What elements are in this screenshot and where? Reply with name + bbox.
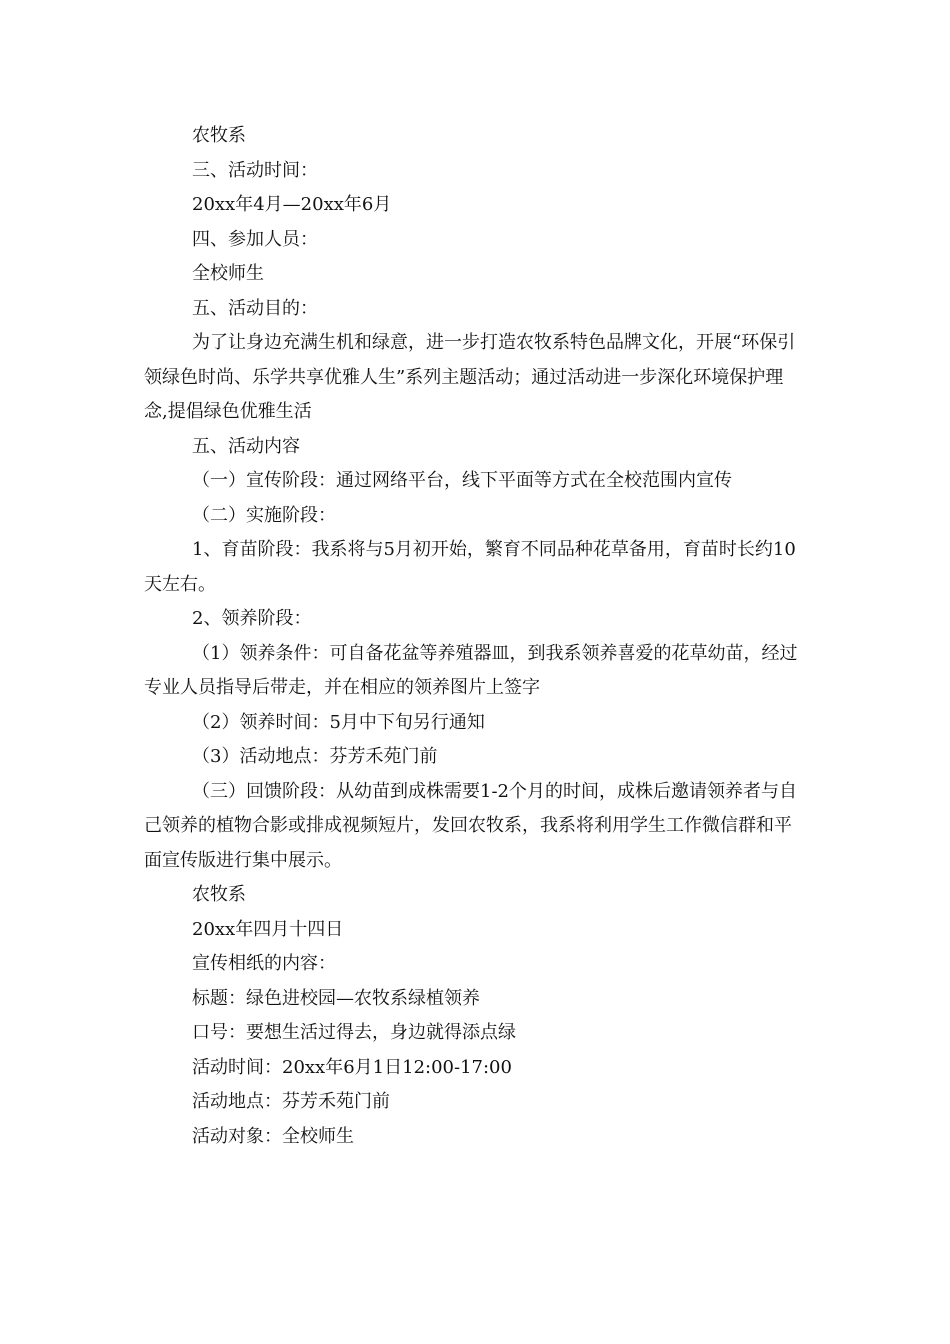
- paragraph-activity-location: （3）活动地点：芬芳禾苑门前: [192, 746, 438, 767]
- paragraph-poster-heading: 宣传相纸的内容：: [192, 953, 336, 974]
- paragraph-implementation-stage: （二）实施阶段：: [192, 504, 336, 526]
- paragraph-poster-location: 活动地点：芬芳禾苑门前: [192, 1091, 390, 1112]
- document-body: [144, 119, 804, 1154]
- paragraph-adoption-time: （2）领养时间：5月中下旬另行通知: [192, 711, 485, 733]
- paragraph-poster-title: 标题：绿色进校园—农牧系绿植领养: [192, 987, 480, 1009]
- paragraph-promotion-stage: （一）宣传阶段：通过网络平台，线下平面等方式在全校范围内宣传: [192, 470, 732, 491]
- paragraph-time-heading: 三、活动时间：: [192, 159, 318, 181]
- paragraph-signature-dept: 农牧系: [192, 884, 246, 905]
- paragraph-poster-time: 活动时间：20xx年6月1日12:00-17:00: [192, 1056, 512, 1078]
- paragraph-purpose: 为了让身边充满生机和绿意，进一步打造农牧系特色品牌文化，开展“环保引领绿色时尚、乐学共享优雅人生”系列主题活动；通过活动进一步深化环境保护理念,提倡绿色优雅生活: [144, 332, 796, 422]
- paragraph-dept: 农牧系: [192, 125, 246, 146]
- paragraph-participants-heading: 四、参加人员：: [192, 228, 318, 250]
- paragraph-participants: 全校师生: [192, 263, 264, 284]
- paragraph-poster-audience: 活动对象：全校师生: [192, 1125, 354, 1147]
- paragraph-seedling-stage: 1、育苗阶段：我系将与5月初开始，繁育不同品种花草备用，育苗时长约10天左右。: [144, 539, 796, 595]
- paragraph-poster-slogan: 口号：要想生活过得去，身边就得添点绿: [192, 1022, 516, 1043]
- paragraph-purpose-heading: 五、活动目的：: [192, 297, 318, 319]
- paragraph-feedback-stage: （三）回馈阶段：从幼苗到成株需要1-2个月的时间，成株后邀请领养者与自己领养的植物合影或排成视频短片，发回农牧系，我系将利用学生工作微信群和平面宣传版进行集中展示。: [144, 780, 797, 871]
- paragraph-signature-date: 20xx年四月十四日: [192, 918, 344, 940]
- paragraph-content-heading: 五、活动内容: [192, 435, 300, 457]
- paragraph-adoption-stage: 2、领养阶段：: [192, 608, 312, 629]
- paragraph-time: 20xx年4月—20xx年6月: [192, 194, 392, 215]
- paragraph-adoption-conditions: （1）领养条件：可自备花盆等养殖器皿，到我系领养喜爱的花草幼苗，经过专业人员指导后带走，并在相应的领养图片上签字: [144, 642, 798, 698]
